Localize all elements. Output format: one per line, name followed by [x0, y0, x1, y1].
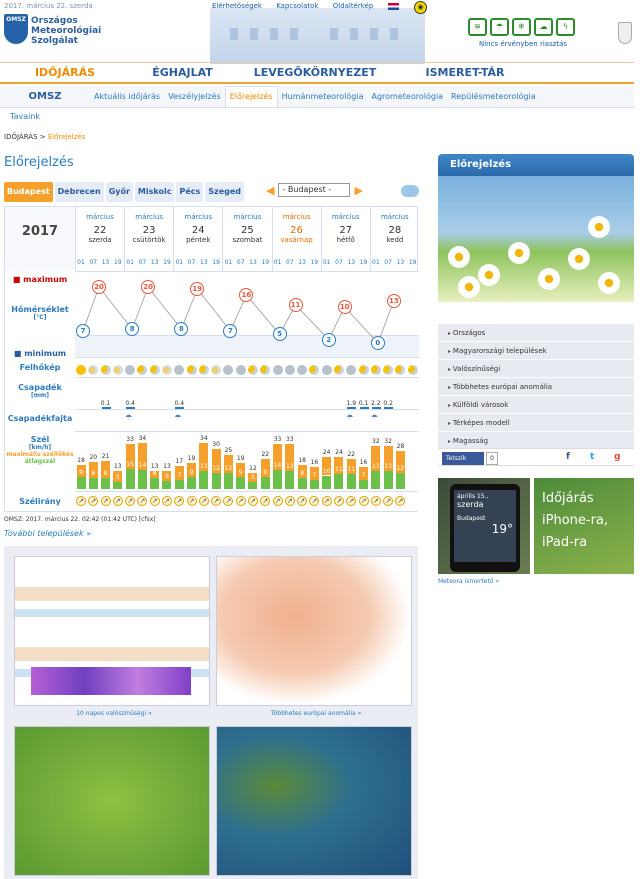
thumb-caption-2[interactable]: Többhetes európai anomália » [270, 710, 362, 717]
cloud-icon [113, 365, 123, 375]
wind-max-value: 19 [187, 455, 196, 463]
tab-miskolc[interactable]: Miskolc [135, 182, 175, 202]
sidebar-item-anomaly[interactable]: ▸ Többhetes európai anomália [438, 378, 634, 396]
wind-direction-icon: ↗ [174, 496, 184, 506]
precip-bar [126, 407, 135, 409]
wind-avg-value: 8 [300, 470, 305, 478]
day-d: 26 [290, 225, 303, 236]
day-n: hétfő [336, 236, 355, 244]
cloud-icon [359, 365, 369, 375]
wind-direction-icon: ↗ [334, 496, 344, 506]
wind-avg-value: 9 [79, 468, 83, 476]
rain-icon: ☂ [174, 413, 182, 422]
wind-max-value: 13 [114, 463, 122, 471]
breadcrumb: IDŐJÁRÁS > Előrejelzés [4, 133, 86, 141]
hour-label: 01 [126, 259, 134, 266]
wind-max-value: 16 [359, 459, 368, 467]
cloud-icon [371, 365, 381, 375]
wind-avg-bar [113, 482, 122, 489]
wind-max-value: 34 [200, 435, 208, 443]
forecast-table [4, 206, 418, 512]
wind-avg-value: 13 [200, 463, 208, 471]
wind-avg-bar [285, 471, 294, 489]
wind-max-value: 13 [163, 463, 171, 471]
phone-image: április 15., szerda Budapest 19° [450, 484, 520, 572]
wind-avg-bar [310, 480, 319, 489]
wind-avg-bar [224, 473, 233, 489]
wind-avg-bar [371, 471, 380, 489]
sidebar-item-national[interactable]: ▸ Országos [438, 324, 634, 342]
wind-direction-icon: ↗ [211, 496, 221, 506]
nav-current[interactable]: Aktuális időjárás [94, 91, 161, 101]
label-cloud: Felhőkép [19, 363, 61, 372]
sidebar-item-height[interactable]: ▸ Magasság [438, 432, 634, 450]
wind-max-value: 13 [150, 463, 159, 471]
wind-direction-icon: ↗ [223, 496, 233, 506]
org-name: Országos Meteorológiai Szolgálat [31, 16, 102, 46]
more-settlements-link[interactable]: További települések » [4, 529, 92, 538]
wind-avg-value: 13 [286, 463, 294, 471]
day-d: 24 [191, 225, 205, 236]
header-building-image [210, 8, 425, 64]
wind-icon[interactable]: ≋ [468, 18, 487, 36]
wind-max-value: 24 [335, 448, 343, 456]
page-title: Előrejelzés [4, 155, 74, 170]
hour-label: 19 [163, 259, 171, 266]
cloud-icon [187, 365, 197, 375]
max-temp-dot: 19 [190, 282, 204, 296]
wind-avg-value: 9 [189, 468, 194, 476]
english-flag-icon[interactable] [388, 3, 399, 10]
day-d: 25 [241, 225, 254, 236]
min-temp-dot: 7 [223, 324, 237, 338]
wind-avg-value: 10 [322, 467, 331, 475]
min-temp-dot: 2 [322, 333, 336, 347]
hour-label: 19 [359, 259, 368, 266]
link-sitemap[interactable]: Oldaltérkép [332, 2, 374, 10]
wind-avg-bar [322, 476, 331, 490]
wind-max-value: 32 [384, 437, 392, 445]
wind-avg-value: 12 [396, 464, 405, 472]
precip-bar [384, 407, 393, 409]
accessibility-icon[interactable]: ◉ [414, 1, 427, 14]
wind-avg-bar [199, 471, 208, 489]
like-count: 0 [486, 452, 498, 465]
hour-label: 19 [114, 259, 122, 266]
hour-label: 07 [335, 259, 343, 266]
cloud-icon [101, 365, 111, 375]
label-precip: Csapadék [mm] [18, 383, 62, 399]
wind-max-value: 33 [126, 436, 134, 444]
day-n: szerda [88, 236, 112, 244]
wind-avg-bar [101, 478, 110, 489]
hour-label: 19 [261, 259, 270, 266]
precip-value: 2.2 [371, 400, 381, 407]
wind-avg-bar [359, 480, 368, 489]
fog-icon[interactable]: ☁ [534, 18, 553, 36]
day-d: 28 [388, 225, 402, 236]
wind-avg-value: 12 [212, 464, 220, 472]
wind-direction-icon: ↗ [359, 496, 369, 506]
day-m: március [380, 213, 409, 221]
wind-direction-icon: ↗ [248, 496, 258, 506]
cloud-icon [273, 365, 283, 375]
wind-avg-bar [347, 474, 356, 489]
wind-avg-bar [150, 478, 159, 489]
wind-max-value: 20 [89, 454, 98, 461]
precip-bar [347, 407, 356, 409]
wind-avg-bar [298, 478, 307, 489]
sidebar-item-foreign[interactable]: ▸ Külföldi városok [438, 396, 634, 414]
day-m: március [233, 213, 262, 221]
day-d: 27 [339, 225, 353, 236]
hour-label: 19 [310, 259, 319, 266]
tab-budapest[interactable]: Budapest [4, 182, 53, 202]
wind-avg-value: 14 [273, 462, 282, 470]
day-d: 23 [142, 225, 156, 236]
wind-direction-icon: ↗ [187, 496, 197, 506]
wind-avg-bar [175, 480, 184, 489]
nav-climate[interactable]: ÉGHAJLAT [152, 66, 213, 79]
wind-max-value: 16 [310, 459, 319, 467]
wind-max-value: 32 [372, 437, 380, 445]
hour-label: 01 [175, 259, 184, 266]
wind-max-value: 22 [261, 451, 270, 459]
wind-avg-value: 11 [347, 466, 356, 474]
wind-avg-bar [248, 482, 257, 489]
tab-gyor[interactable]: Győr [106, 182, 133, 202]
wind-avg-value: 9 [238, 468, 243, 476]
wind-avg-value: 8 [91, 470, 96, 478]
main-nav [0, 62, 634, 84]
sidebar-title: Előrejelzés [438, 154, 634, 176]
day-m: március [282, 213, 311, 221]
hour-label: 07 [89, 259, 98, 266]
hour-label: 01 [224, 259, 233, 266]
wind-avg-value: 13 [384, 463, 392, 471]
wind-avg-value: 13 [372, 463, 380, 471]
next-city-icon[interactable]: ▶ [354, 183, 363, 197]
wind-max-value: 19 [236, 455, 245, 463]
top-links [212, 2, 385, 10]
day-d: 22 [93, 225, 107, 236]
app-promo-banner[interactable]: Időjárás iPhone-ra, iPad-ra [534, 478, 634, 574]
wind-direction-icon: ↗ [297, 496, 307, 506]
wind-direction-icon: ↗ [101, 496, 111, 506]
wind-direction-icon: ↗ [88, 496, 98, 506]
breadcrumb-root[interactable]: IDŐJÁRÁS [4, 133, 38, 141]
facebook-icon[interactable]: f [566, 452, 570, 462]
wind-avg-value: 14 [138, 462, 147, 470]
social-bar [438, 448, 634, 466]
nav-human[interactable]: Humánmeteorológia [281, 91, 364, 101]
wind-avg-value: 6 [165, 472, 169, 480]
max-temp-dot: 11 [289, 298, 303, 312]
precip-value: 0.4 [174, 400, 185, 407]
wind-max-value: 25 [224, 447, 233, 455]
precip-bar [102, 407, 111, 409]
sidebar [438, 154, 634, 450]
facebook-like-button[interactable]: Tetszik [442, 452, 484, 465]
wind-direction-icon: ↗ [346, 496, 356, 506]
wind-avg-bar [261, 477, 270, 489]
max-temp-dot: 20 [92, 280, 106, 294]
max-temp-dot: 16 [239, 288, 253, 302]
daisy-image [438, 176, 634, 302]
wind-avg-bar [212, 473, 221, 489]
sub-nav [0, 86, 634, 108]
cloud-icon [150, 365, 160, 375]
hour-label: 01 [372, 259, 380, 266]
cloud-icon [76, 365, 86, 375]
sidebar-item-map-model[interactable]: ▸ Térképes modell [438, 414, 634, 432]
wind-avg-value: 9 [263, 468, 268, 476]
wind-avg-bar [334, 474, 343, 489]
precip-bar [372, 407, 381, 409]
wind-avg-bar [236, 477, 245, 489]
warning-status[interactable]: Nincs érvényben riasztás [479, 40, 568, 48]
min-temp-dot: 7 [76, 324, 90, 338]
wind-avg-value: 8 [152, 470, 157, 478]
wind-direction-icon: ↗ [260, 496, 270, 506]
min-temp-dot: 0 [371, 336, 385, 350]
wind-max-value: 34 [138, 435, 147, 443]
sidebar-item-settlements[interactable]: ▸ Magyarországi települések [438, 342, 634, 360]
wind-avg-bar [187, 477, 196, 489]
hour-label: 13 [101, 259, 110, 266]
day-m: március [184, 213, 213, 221]
nav-lakes[interactable]: Tavaink [10, 112, 41, 121]
hour-label: 19 [408, 259, 417, 266]
cloud-icon [408, 365, 418, 375]
nav-weather[interactable]: IDŐJÁRÁS [34, 66, 96, 79]
wind-avg-bar [384, 471, 393, 489]
nav-air[interactable]: LEVEGŐKÖRNYEZET [253, 66, 377, 79]
wind-avg-value: 7 [177, 471, 182, 479]
prev-city-icon[interactable]: ◀ [266, 183, 275, 197]
wind-direction-icon: ↗ [371, 496, 381, 506]
day-n: péntek [186, 236, 211, 244]
header [0, 0, 640, 62]
rain-icon: ☂ [346, 413, 354, 422]
snow-icon[interactable]: ❄ [512, 18, 531, 36]
max-temp-dot: 10 [338, 300, 352, 314]
nav-forecast[interactable]: Előrejelzés [225, 86, 278, 107]
wind-avg-value: 5 [115, 474, 120, 482]
wind-avg-bar [138, 470, 147, 489]
wind-max-value: 28 [396, 443, 405, 451]
label-wind: Szél [km/h] maximális széllökés átlagszél [6, 435, 74, 465]
rain-icon: ☂ [125, 413, 133, 422]
precip-bar [175, 407, 184, 409]
wind-avg-value: 7 [361, 471, 366, 479]
max-temp-dot: 13 [387, 294, 401, 308]
wind-avg-bar [162, 481, 171, 489]
wind-avg-bar [396, 473, 405, 489]
wind-direction-icon: ↗ [199, 496, 209, 506]
wind-avg-value: 12 [224, 464, 233, 472]
wind-direction-icon: ↗ [322, 496, 332, 506]
rain-icon[interactable]: ☂ [490, 18, 509, 36]
hour-label: 01 [273, 259, 282, 266]
min-temp-dot: 5 [273, 327, 287, 341]
wind-direction-icon: ↗ [137, 496, 147, 506]
hour-label: 07 [286, 259, 294, 266]
wind-direction-icon: ↗ [113, 496, 123, 506]
nav-omsz[interactable]: OMSZ [28, 90, 62, 102]
hour-label: 07 [384, 259, 392, 266]
cloud-icon [236, 365, 246, 375]
cloud-icon [322, 365, 332, 375]
hour-label: 13 [396, 259, 405, 266]
cloud-icon [199, 365, 209, 375]
link-contacts[interactable]: Elérhetőségek [212, 2, 262, 10]
wind-direction-icon: ↗ [285, 496, 295, 506]
label-ptype: Csapadékfajta [7, 414, 73, 423]
label-temp: Hőmérséklet [°C] [11, 305, 69, 321]
precip-value: 0.1 [100, 400, 111, 407]
wind-direction-icon: ↗ [383, 496, 393, 506]
wind-max-value: 33 [273, 436, 282, 444]
link-connections[interactable]: Kapcsolatok [276, 2, 319, 10]
wind-max-value: 12 [249, 464, 257, 472]
day-n: vasárnap [280, 236, 313, 244]
day-m: március [331, 213, 360, 221]
thumb-anomaly-map[interactable] [216, 556, 412, 706]
meteora-link[interactable]: Meteora ismertető » [438, 578, 500, 585]
cloud-icon [248, 365, 258, 375]
wind-avg-bar [273, 470, 282, 489]
hour-label: 13 [347, 259, 356, 266]
wind-max-value: 17 [175, 458, 184, 466]
day-n: kedd [386, 236, 404, 244]
min-temp-dot: 8 [125, 322, 139, 336]
precip-value: 0.4 [125, 400, 135, 407]
wind-direction-icon: ↗ [395, 496, 405, 506]
thumb-probability[interactable] [14, 556, 210, 706]
forecast-thumbnails [4, 546, 418, 879]
current-date: 2017. március 22. szerda [4, 2, 93, 10]
wind-avg-value: 8 [103, 470, 108, 478]
hour-label: 07 [236, 259, 245, 266]
thumb-caption-1[interactable]: 10 napos valószínűségi » [76, 710, 152, 717]
thumb-world-map[interactable] [216, 726, 412, 876]
wind-avg-value: 7 [312, 471, 317, 479]
wind-max-value: 18 [298, 456, 306, 464]
app-promo-phone[interactable] [438, 478, 530, 574]
wind-direction-icon: ↗ [309, 496, 319, 506]
max-temp-dot: 20 [141, 280, 155, 294]
hour-label: 07 [138, 259, 147, 266]
precip-value: 0.2 [383, 400, 393, 407]
wind-avg-bar [89, 478, 98, 489]
cloud-icon [285, 365, 295, 375]
wind-max-value: 21 [101, 452, 110, 460]
omsz-logo[interactable]: OMSZ [4, 14, 28, 44]
tab-debrecen[interactable]: Debrecen [55, 182, 104, 202]
wind-avg-bar [77, 477, 86, 489]
wind-direction-icon: ↗ [273, 496, 283, 506]
forecast-year: 2017 [5, 207, 75, 271]
tab-szeged[interactable]: Szeged [205, 182, 244, 202]
googleplus-icon[interactable]: g [614, 452, 621, 462]
tab-pecs[interactable]: Pécs [176, 182, 203, 202]
wind-direction-icon: ↗ [162, 496, 172, 506]
wind-avg-value: 5 [251, 474, 255, 482]
hour-label: 01 [77, 259, 85, 266]
sidebar-menu [438, 324, 634, 450]
day-n: szombat [232, 236, 263, 244]
label-max: ■ maximum [12, 275, 68, 284]
wind-direction-icon: ↗ [150, 496, 160, 506]
wind-max-value: 33 [286, 436, 294, 444]
label-wdir: Szélirány [19, 497, 61, 506]
coat-of-arms-icon [618, 22, 632, 44]
day-m: március [86, 213, 114, 221]
cloud-icon [162, 365, 172, 375]
warning-icons[interactable] [468, 18, 575, 36]
label-min: ■ minimum [13, 349, 67, 358]
thumb-hungary-map[interactable] [14, 726, 210, 876]
wind-direction-icon: ↗ [76, 496, 86, 506]
min-temp-dot: 8 [174, 322, 188, 336]
wind-max-value: 22 [347, 451, 356, 459]
hour-label: 19 [212, 259, 220, 266]
forecast-footnote: OMSZ: 2017. március 22. 02:42 (01:42 UTC) [cfsx] [4, 516, 156, 523]
city-selector [266, 183, 363, 197]
cloud-icon [334, 365, 344, 375]
nav-aviation[interactable]: Repülésmeteorológia [451, 91, 536, 101]
wind-avg-value: 11 [335, 466, 343, 474]
wind-max-value: 18 [77, 456, 85, 464]
city-tabs [4, 182, 244, 202]
hour-label: 07 [187, 259, 196, 266]
nav-agro[interactable]: Agrometeorológia [371, 91, 444, 101]
rain-icon: ☂ [370, 413, 378, 422]
hour-label: 01 [322, 259, 331, 266]
nav-warnings[interactable]: Veszélyjelzés [168, 91, 221, 101]
hour-label: 13 [200, 259, 208, 266]
wind-avg-bar [126, 469, 135, 489]
cloud-icon[interactable] [401, 185, 419, 197]
storm-icon[interactable]: ϟ [556, 18, 575, 36]
precip-value: 0.1 [358, 400, 369, 407]
sidebar-item-probability[interactable]: ▸ Valószínűségi [438, 360, 634, 378]
wind-max-value: 30 [212, 440, 220, 448]
wind-avg-value: 15 [126, 460, 134, 468]
wind-direction-icon: ↗ [236, 496, 246, 506]
wind-direction-icon: ↗ [125, 496, 135, 506]
city-select[interactable]: - Budapest - [278, 183, 350, 197]
nav-knowledge[interactable]: ISMERET-TÁR [425, 66, 505, 79]
hour-label: 13 [249, 259, 257, 266]
hour-label: 13 [298, 259, 306, 266]
precip-bar [360, 407, 369, 409]
precip-value: 1.9 [346, 400, 357, 407]
day-m: március [135, 213, 163, 221]
twitter-icon[interactable]: t [590, 452, 595, 462]
day-n: csütörtök [132, 236, 166, 244]
wind-max-value: 24 [322, 448, 331, 456]
hour-label: 13 [150, 259, 159, 266]
